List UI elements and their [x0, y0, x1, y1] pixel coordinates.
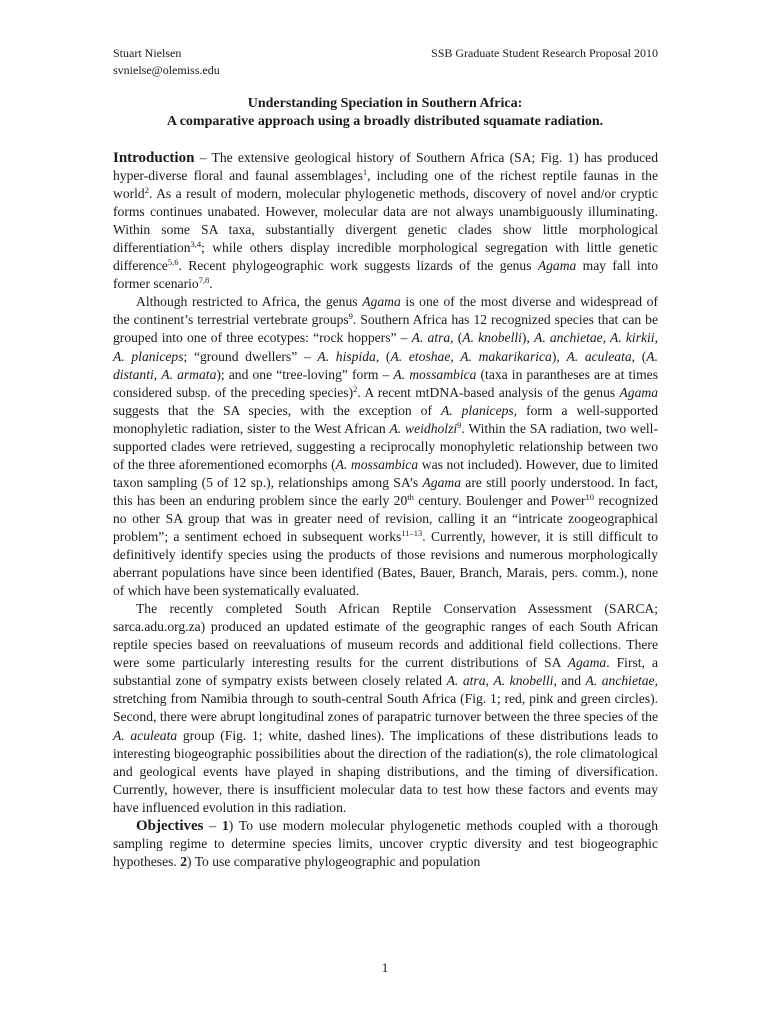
intro-paragraph-2: Although restricted to Africa, the genus Agama is one of the most diverse and widespread of the continent’s terrestrial vertebrate groups$^9$. Southern Africa has 12 recognized species that can be grouped into one of three ecotypes: “rock hoppers” – A. atra, (A. knobelli), A. anchietae, A. kirkii, A. planiceps; “ground dwellers” – A. hispida, (A. etoshae, A. makarikarica), A. aculeata, (A. distanti, A. armata); and one “tree-loving” form – A. mossambica (taxa in parantheses are at times considered subsp. of the preceding species)$^2$. A recent mtDNA-based analysis of the genus Agama suggests that the SA species, with the exception of A. planiceps, form a well-supported monophyletic radiation, sister to the West African A. weidholzi$^9$. Within the SA radiation, two well-supported clades were retrieved, suggesting a reciprocally monophyletic relationship between two of the three aforementioned ecomorphs (A. mossambica was not included). However, due to limited taxon sampling (5 of 12 sp.), relationships among SA’s Agama are still poorly understood. In fact, this has been an enduring problem since the early 20th century. Boulenger and Power$^{10}$ recognized no other SA group that was in greater need of revision, calling it an “intricate zoogeographical problem”; a sentiment echoed in subsequent works$^{11-13}$. Currently, however, it is still difficult to definitively identify species using the products of those revisions and numerous morphologically aberrant populations have since been identified (Bates, Bauer, Branch, Marais, pers. comm.), none of which have been systematically evaluated. [113, 294, 659, 599]
intro-paragraph-1: Introduction – The extensive geological history of Southern Africa (SA; Fig. 1) has produced hyper-diverse floral and faunal assemblages$^1$, including one of the richest reptile faunas in the world$^2$. As a result of modern, molecular phylogenetic methods, discovery of novel and/or cryptic forms continues unabated. However, molecular data are not always unambiguously illuminating. Within some SA taxa, substantially divergent genetic clades show little morphological differentiation$^{3,4}$; while others display incredible morphological segregation with little genetic difference$^{5,6}$. Recent phylogeographic work suggests lizards of the genus Agama may fall into former scenario$^{7,8}$. [113, 150, 658, 292]
citation: 7,8 [198, 275, 210, 286]
title-line-1: Understanding Speciation in Southern Africa: [247, 96, 523, 111]
proposal-label: SSB Graduate Student Research Proposal 2010 [431, 46, 658, 60]
citation: 9 [348, 311, 353, 322]
citation: 9 [457, 419, 462, 430]
page-number: 1 [381, 960, 389, 975]
header-author-block [113, 45, 220, 79]
title-line-2: A comparative approach using a broadly distributed squamate radiation. [166, 114, 604, 129]
body-text [113, 149, 658, 871]
citation: 2 [144, 185, 149, 196]
paper-title [0, 95, 770, 131]
citation: 1 [362, 167, 368, 178]
citation: 2 [353, 383, 358, 394]
citation: 3,4 [190, 239, 202, 250]
author-email: svnielse@olemiss.edu [113, 63, 220, 77]
intro-paragraph-3: The recently completed South African Reptile Conservation Assessment (SARCA; sarca.adu.org.za) produced an updated estimate of the geographic ranges of each South African reptile species based on reevaluations of museum records and additional field collections. There were some particularly interesting results for the current distributions of SA Agama. First, a substantial zone of sympatry exists between closely related A. atra, A. knobelli, and A. anchietae, stretching from Namibia through to south-central South Africa (Fig. 1; red, pink and green circles). Second, there were abrupt longitudinal zones of parapatric turnover between the three species of the A. aculeata group (Fig. 1; white, dashed lines). The implications of these distributions leads to interesting biogeographic possibilities about the direction of the radiation(s), the role climatological and geological events have played in shaping distributions, and the timing of diversification. Currently, however, there is insufficient molecular data to test how these factors and events may have influenced evolution in this radiation. [113, 601, 659, 815]
section-heading-introduction: Introduction [113, 150, 195, 166]
citation: 11–13 [401, 527, 423, 538]
citation: 10 [585, 491, 595, 502]
author-name: Stuart Nielsen [113, 46, 182, 60]
superscript: th [407, 491, 414, 502]
citation: 5,6 [167, 257, 179, 268]
section-heading-objectives: Objectives [136, 817, 204, 834]
objectives-paragraph: Objectives – 1) To use modern molecular phylogenetic methods coupled with a thorough sampling regime to determine species limits, uncover cryptic diversity and test biogeographic hypotheses. 2) To use comparative phylogeographic and population [113, 817, 658, 869]
